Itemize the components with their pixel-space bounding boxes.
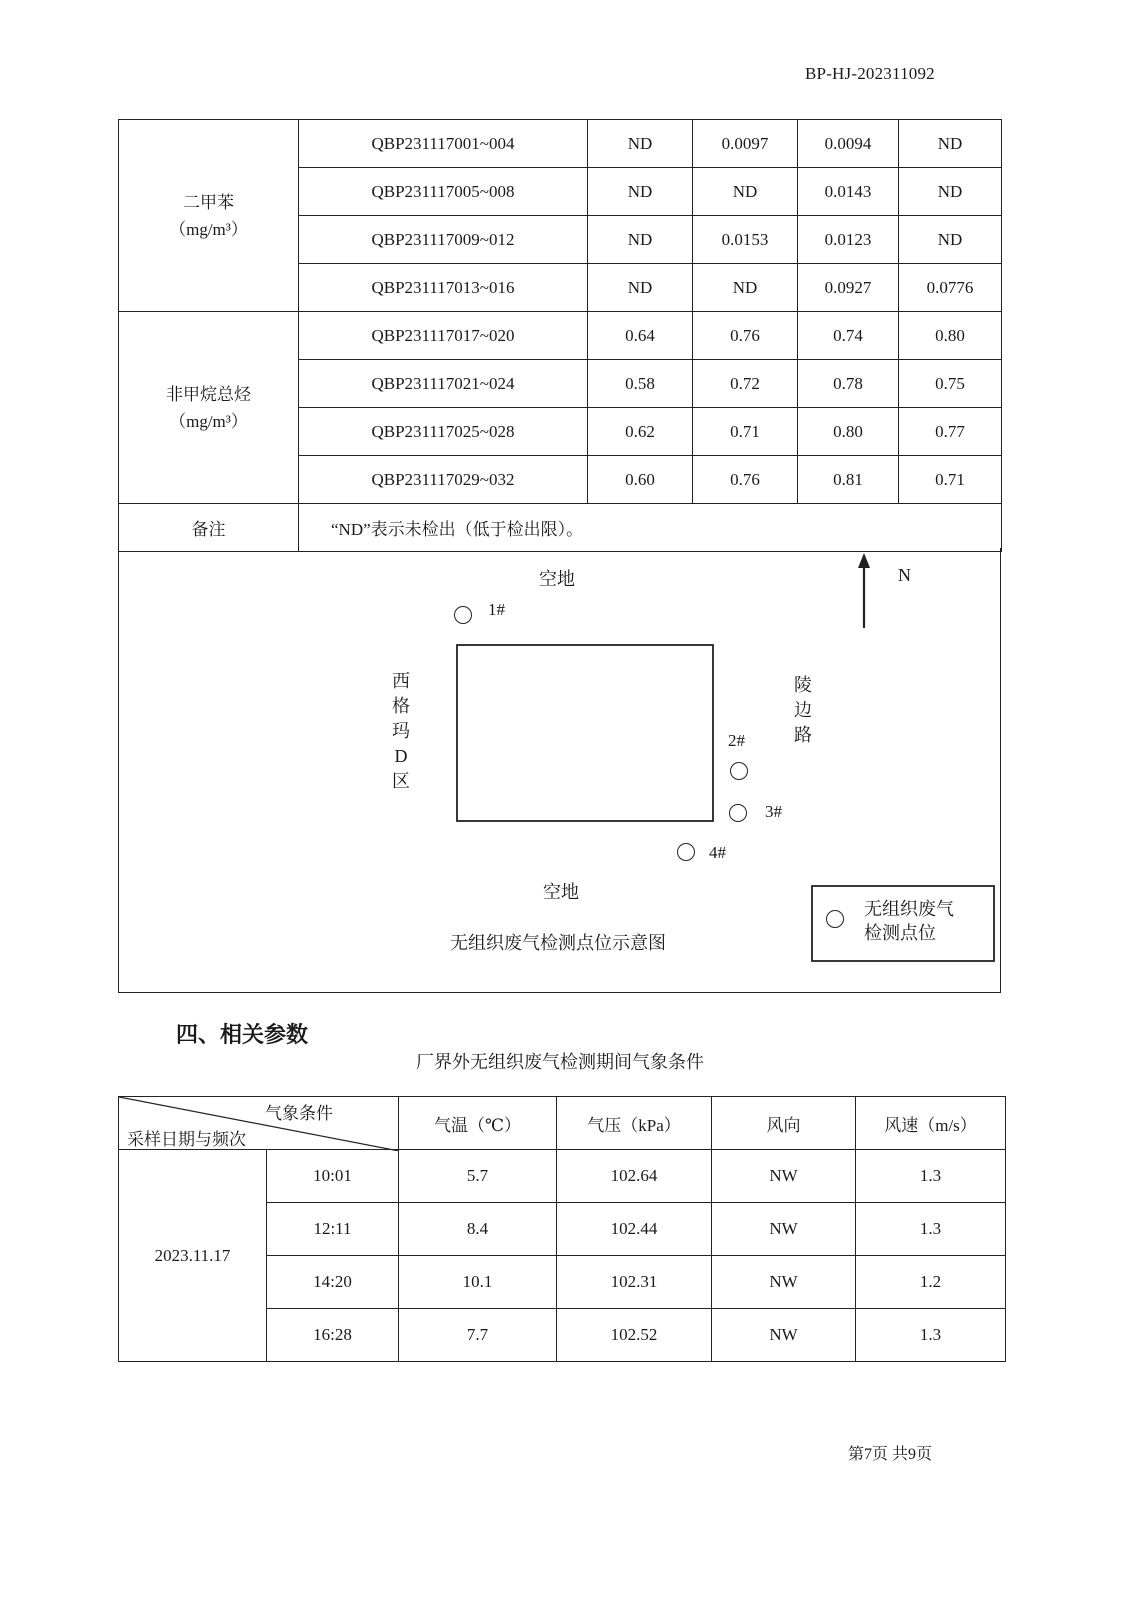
result-value: 0.60: [588, 456, 693, 504]
west-area-label: [389, 669, 413, 794]
result-value: 0.75: [899, 360, 1002, 408]
result-value: ND: [588, 216, 693, 264]
wind-speed-value: 1.2: [856, 1256, 1006, 1309]
diagram-caption: 无组织废气检测点位示意图: [450, 933, 666, 953]
result-value: 0.72: [693, 360, 798, 408]
result-value: ND: [693, 264, 798, 312]
monitoring-point-icon: [454, 606, 472, 624]
column-header: 气压（kPa）: [557, 1097, 712, 1150]
wind-speed-value: 1.3: [856, 1150, 1006, 1203]
result-value: ND: [899, 216, 1002, 264]
diagonal-header-cell: [119, 1097, 399, 1150]
column-header: 气温（℃）: [399, 1097, 557, 1150]
west-area-char: 玛: [392, 721, 410, 741]
legend-line: 无组织废气: [864, 899, 954, 919]
wind-direction-value: NW: [712, 1256, 856, 1309]
result-value: 0.74: [798, 312, 899, 360]
result-value: 0.0094: [798, 120, 899, 168]
north-arrow-head-icon: [858, 553, 870, 568]
sample-id: QBP231117017~020: [299, 312, 588, 360]
parameter-cell: [119, 120, 299, 312]
result-value: ND: [899, 168, 1002, 216]
parameter-unit: （mg/m³）: [169, 411, 248, 431]
column-header: 风向: [712, 1097, 856, 1150]
result-value: 0.71: [899, 456, 1002, 504]
sample-id: QBP231117025~028: [299, 408, 588, 456]
pressure-value: 102.52: [557, 1309, 712, 1362]
legend-text: [864, 897, 954, 945]
result-value: ND: [588, 168, 693, 216]
sample-id: QBP231117029~032: [299, 456, 588, 504]
result-value: 0.76: [693, 312, 798, 360]
temperature-value: 5.7: [399, 1150, 557, 1203]
result-value: 0.0153: [693, 216, 798, 264]
column-header: 风速（m/s）: [856, 1097, 1006, 1150]
result-value: 0.0123: [798, 216, 899, 264]
top-area-label: 空地: [539, 569, 575, 589]
wind-direction-value: NW: [712, 1309, 856, 1362]
remark-row: [119, 504, 1002, 552]
wind-direction-value: NW: [712, 1150, 856, 1203]
bottom-area-label: 空地: [543, 882, 579, 902]
parameter-name: 二甲苯: [183, 192, 234, 212]
sampling-date: 2023.11.17: [119, 1150, 267, 1362]
monitoring-point-icon: [677, 843, 695, 861]
point-label: 4#: [709, 843, 726, 862]
result-value: 0.0927: [798, 264, 899, 312]
wind-speed-value: 1.3: [856, 1309, 1006, 1362]
result-value: 0.64: [588, 312, 693, 360]
report-number: BP-HJ-202311092: [805, 64, 935, 83]
sample-id: QBP231117001~004: [299, 120, 588, 168]
result-value: 0.62: [588, 408, 693, 456]
monitoring-point-diagram: [118, 548, 1001, 993]
result-value: ND: [899, 120, 1002, 168]
point-label: 2#: [728, 731, 745, 750]
corner-top-label: 气象条件: [265, 1104, 333, 1123]
pressure-value: 102.31: [557, 1256, 712, 1309]
east-road-char: 边: [794, 700, 812, 720]
result-value: 0.76: [693, 456, 798, 504]
legend-line: 检测点位: [864, 923, 936, 943]
factory-outline: [457, 645, 713, 821]
wind-speed-value: 1.3: [856, 1203, 1006, 1256]
east-road-label: [791, 673, 815, 748]
pressure-value: 102.64: [557, 1150, 712, 1203]
wind-direction-value: NW: [712, 1203, 856, 1256]
result-value: ND: [693, 168, 798, 216]
header-row: [119, 1097, 1006, 1150]
sampling-time: 12:11: [267, 1203, 399, 1256]
monitoring-point-icon: [729, 804, 747, 822]
north-label: N: [898, 565, 911, 585]
pressure-value: 102.44: [557, 1203, 712, 1256]
west-area-char: 西: [392, 671, 410, 691]
result-value: 0.77: [899, 408, 1002, 456]
page-footer: 第7页 共9页: [848, 1446, 933, 1463]
remark-text: “ND”表示未检出（低于检出限）。: [299, 504, 1002, 552]
temperature-value: 8.4: [399, 1203, 557, 1256]
sample-id: QBP231117005~008: [299, 168, 588, 216]
parameter-name: 非甲烷总烃: [166, 384, 251, 404]
result-value: 0.78: [798, 360, 899, 408]
result-value: 0.0097: [693, 120, 798, 168]
sampling-time: 14:20: [267, 1256, 399, 1309]
temperature-value: 7.7: [399, 1309, 557, 1362]
point-label: 3#: [765, 802, 782, 821]
legend-point-icon: [826, 910, 844, 928]
sample-id: QBP231117021~024: [299, 360, 588, 408]
result-value: 0.80: [899, 312, 1002, 360]
table-row: [119, 312, 1002, 360]
east-road-char: 路: [794, 725, 812, 745]
sampling-time: 10:01: [267, 1150, 399, 1203]
table-caption: 厂界外无组织废气检测期间气象条件: [416, 1052, 704, 1072]
remark-label: 备注: [119, 504, 299, 552]
point-label: 1#: [488, 600, 505, 619]
east-road-char: 陵: [794, 675, 812, 695]
table-row: [119, 120, 1002, 168]
result-value: 0.0776: [899, 264, 1002, 312]
sample-id: QBP231117009~012: [299, 216, 588, 264]
section-title: 四、相关参数: [176, 1023, 309, 1048]
results-table: [118, 119, 1002, 552]
west-area-char: D: [394, 746, 408, 766]
result-value: 0.81: [798, 456, 899, 504]
weather-table: [118, 1096, 1006, 1362]
result-value: ND: [588, 264, 693, 312]
west-area-char: 格: [392, 696, 410, 716]
result-value: 0.58: [588, 360, 693, 408]
west-area-char: 区: [392, 771, 410, 791]
result-value: 0.0143: [798, 168, 899, 216]
temperature-value: 10.1: [399, 1256, 557, 1309]
result-value: 0.71: [693, 408, 798, 456]
result-value: 0.80: [798, 408, 899, 456]
sample-id: QBP231117013~016: [299, 264, 588, 312]
sampling-time: 16:28: [267, 1309, 399, 1362]
monitoring-point-icon: [730, 762, 748, 780]
parameter-cell: [119, 312, 299, 504]
result-value: ND: [588, 120, 693, 168]
table-row: [119, 1150, 1006, 1203]
corner-bottom-label: 采样日期与频次: [127, 1130, 246, 1149]
parameter-unit: （mg/m³）: [169, 219, 248, 239]
